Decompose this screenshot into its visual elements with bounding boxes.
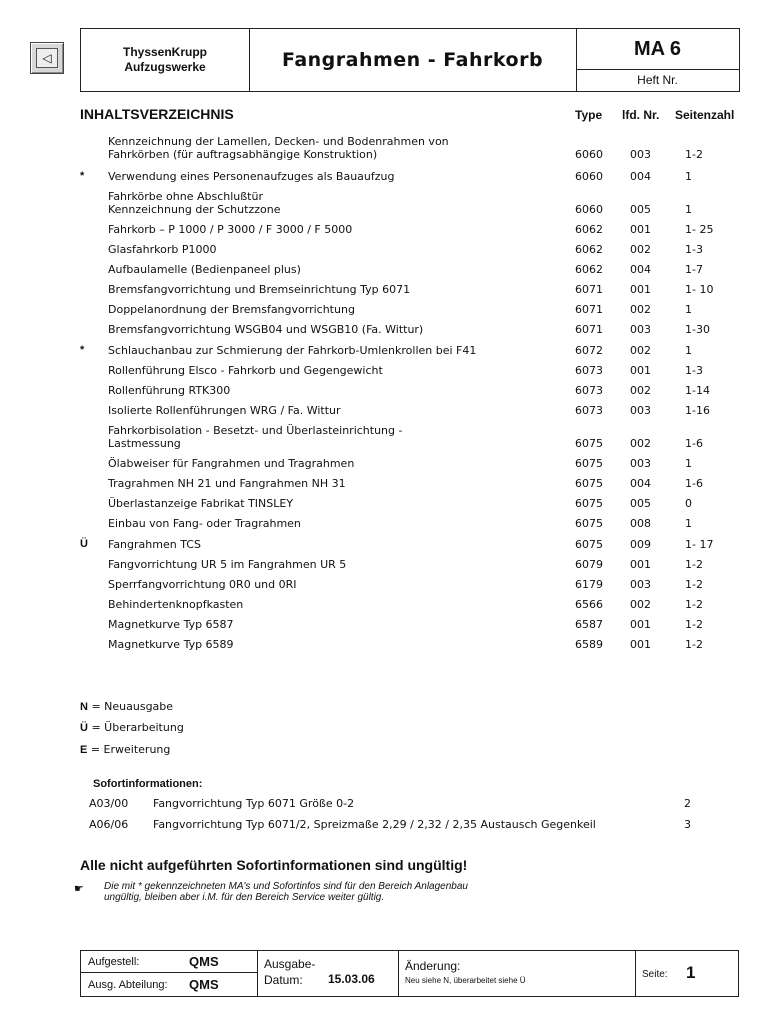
toc-pages: 1-3 bbox=[685, 243, 703, 256]
toc-lfd-nr: 002 bbox=[630, 437, 651, 450]
document-title: Fangrahmen - Fahrkorb bbox=[249, 29, 577, 91]
toc-row[interactable] bbox=[80, 243, 740, 256]
column-header-lfd: lfd. Nr. bbox=[622, 108, 660, 122]
toc-description: Rollenführung RTK300 bbox=[108, 384, 231, 397]
toc-type: 6062 bbox=[575, 263, 603, 276]
toc-pages: 1 bbox=[685, 303, 692, 316]
toc-row[interactable] bbox=[80, 170, 740, 183]
aenderung-label: Änderung: bbox=[405, 959, 461, 973]
toc-lfd-nr: 001 bbox=[630, 364, 651, 377]
datum-label: Datum: bbox=[264, 973, 303, 987]
toc-description: Überlastanzeige Fabrikat TINSLEY bbox=[108, 497, 294, 510]
toc-pages: 1 bbox=[685, 170, 692, 183]
toc-pages: 1-2 bbox=[685, 148, 703, 161]
company-name bbox=[81, 29, 250, 91]
datum-value: 15.03.06 bbox=[328, 972, 375, 986]
legend-erweiterung: E = Erweiterung bbox=[80, 743, 171, 756]
triangle-left-icon: ◁ bbox=[36, 48, 58, 68]
toc-type: 6075 bbox=[575, 457, 603, 470]
toc-type: 6079 bbox=[575, 558, 603, 571]
toc-row[interactable] bbox=[80, 477, 740, 490]
toc-heading: INHALTSVERZEICHNIS bbox=[80, 106, 234, 122]
toc-pages: 1-2 bbox=[685, 618, 703, 631]
toc-lfd-nr: 002 bbox=[630, 243, 651, 256]
toc-description: Fangrahmen TCS bbox=[108, 538, 201, 551]
toc-type: 6075 bbox=[575, 437, 603, 450]
toc-lfd-nr: 001 bbox=[630, 638, 651, 651]
toc-description: Fahrkorbisolation - Besetzt- und Überlasteinrichtung - Lastmessung bbox=[108, 424, 403, 450]
toc-description: Bremsfangvorrichtung WSGB04 und WSGB10 (Fa. Wittur) bbox=[108, 323, 424, 336]
toc-row[interactable] bbox=[80, 283, 740, 296]
sofortinfo-row[interactable] bbox=[80, 818, 740, 832]
toc-lfd-nr: 004 bbox=[630, 170, 651, 183]
toc-description: Einbau von Fang- oder Tragrahmen bbox=[108, 517, 301, 530]
toc-description: Sperrfangvorrichtung 0R0 und 0RI bbox=[108, 578, 297, 591]
toc-row[interactable] bbox=[80, 457, 740, 470]
toc-row[interactable] bbox=[80, 598, 740, 611]
toc-lfd-nr: 001 bbox=[630, 618, 651, 631]
toc-lfd-nr: 001 bbox=[630, 283, 651, 296]
toc-description: Tragrahmen NH 21 und Fangrahmen NH 31 bbox=[108, 477, 346, 490]
toc-type: 6071 bbox=[575, 323, 603, 336]
toc-row[interactable] bbox=[80, 344, 740, 357]
toc-type: 6073 bbox=[575, 364, 603, 377]
legend-ueberarbeitung: Ü = Überarbeitung bbox=[80, 721, 184, 734]
toc-pages: 0 bbox=[685, 497, 692, 510]
toc-row[interactable] bbox=[80, 263, 740, 276]
toc-lfd-nr: 003 bbox=[630, 578, 651, 591]
toc-lfd-nr: 004 bbox=[630, 477, 651, 490]
toc-lfd-nr: 008 bbox=[630, 517, 651, 530]
toc-description: Fahrkorb – P 1000 / P 3000 / F 3000 / F 5000 bbox=[108, 223, 353, 236]
heft-label: Heft Nr. bbox=[637, 73, 678, 87]
toc-type: 6566 bbox=[575, 598, 603, 611]
toc-type: 6071 bbox=[575, 283, 603, 296]
toc-description: Magnetkurve Typ 6589 bbox=[108, 638, 234, 651]
toc-lfd-nr: 001 bbox=[630, 558, 651, 571]
toc-pages: 1-2 bbox=[685, 578, 703, 591]
toc-row[interactable] bbox=[80, 517, 740, 530]
company-line-2: Aufzugswerke bbox=[124, 60, 206, 74]
toc-row[interactable] bbox=[80, 638, 740, 651]
toc-mark: * bbox=[80, 170, 85, 182]
footer-abteilung bbox=[81, 973, 258, 996]
toc-type: 6073 bbox=[575, 384, 603, 397]
toc-description: Kennzeichnung der Lamellen, Decken- und Bodenrahmen von Fahrkörben (für auftragsabhängige Konstruktion) bbox=[108, 135, 449, 161]
toc-description: Rollenführung Elsco - Fahrkorb und Gegengewicht bbox=[108, 364, 383, 377]
service-note: Die mit * gekennzeichneten MA's und Sofortinfos sind für den Bereich Anlagenbau ungültig, bleiben aber i.M. für den Bereich Service weiter gültig. bbox=[104, 881, 468, 903]
toc-lfd-nr: 002 bbox=[630, 344, 651, 357]
toc-row[interactable] bbox=[80, 135, 740, 161]
toc-description: Magnetkurve Typ 6587 bbox=[108, 618, 234, 631]
aufgestellt-label: Aufgestell: bbox=[88, 956, 140, 968]
toc-type: 6072 bbox=[575, 344, 603, 357]
toc-type: 6073 bbox=[575, 404, 603, 417]
toc-lfd-nr: 005 bbox=[630, 203, 651, 216]
toc-lfd-nr: 004 bbox=[630, 263, 651, 276]
toc-type: 6071 bbox=[575, 303, 603, 316]
toc-description: Fangvorrichtung UR 5 im Fangrahmen UR 5 bbox=[108, 558, 347, 571]
column-header-type: Type bbox=[575, 108, 603, 122]
toc-description: Isolierte Rollenführungen WRG / Fa. Wittur bbox=[108, 404, 341, 417]
toc-lfd-nr: 003 bbox=[630, 404, 651, 417]
toc-pages: 1 bbox=[685, 344, 692, 357]
toc-pages: 1-3 bbox=[685, 364, 703, 377]
footer-ausgabe bbox=[258, 951, 399, 996]
toc-pages: 1-7 bbox=[685, 263, 703, 276]
company-line-1: ThyssenKrupp bbox=[122, 45, 207, 59]
toc-type: 6060 bbox=[575, 203, 603, 216]
toc-lfd-nr: 002 bbox=[630, 384, 651, 397]
toc-pages: 1 bbox=[685, 457, 692, 470]
seite-value: 1 bbox=[686, 963, 696, 982]
toc-type: 6062 bbox=[575, 223, 603, 236]
toc-description: Fahrkörbe ohne Abschlußtür Kennzeichnung der Schutzzone bbox=[108, 190, 281, 216]
toc-row[interactable] bbox=[80, 497, 740, 510]
toc-pages: 1- 25 bbox=[685, 223, 714, 236]
toc-lfd-nr: 002 bbox=[630, 598, 651, 611]
sofortinfo-text: Fangvorrichtung Typ 6071 Größe 0-2 bbox=[153, 797, 355, 810]
toc-row[interactable] bbox=[80, 223, 740, 236]
toc-description: Behindertenknopfkasten bbox=[108, 598, 244, 611]
toc-pages: 1-6 bbox=[685, 437, 703, 450]
sofortinfo-pages: 3 bbox=[684, 818, 691, 831]
toc-row[interactable] bbox=[80, 424, 740, 450]
sofortinfo-text: Fangvorrichtung Typ 6071/2, Spreizmaße 2,29 / 2,32 / 2,35 Austausch Gegenkeil bbox=[153, 818, 596, 831]
legend-neuausgabe: N = Neuausgabe bbox=[80, 700, 174, 713]
document-footer bbox=[80, 950, 739, 997]
toc-lfd-nr: 003 bbox=[630, 323, 651, 336]
toc-lfd-nr: 005 bbox=[630, 497, 651, 510]
sofortinfo-code: A06/06 bbox=[89, 818, 129, 831]
back-button[interactable] bbox=[30, 42, 64, 74]
toc-mark: Ü bbox=[80, 538, 88, 550]
abteilung-value: QMS bbox=[189, 977, 219, 992]
toc-lfd-nr: 002 bbox=[630, 303, 651, 316]
toc-pages: 1- 17 bbox=[685, 538, 714, 551]
column-header-pages: Seitenzahl bbox=[675, 108, 735, 122]
ma-number: MA 6 bbox=[576, 29, 739, 70]
toc-mark: * bbox=[80, 344, 85, 356]
sofortinfo-code: A03/00 bbox=[89, 797, 129, 810]
toc-row[interactable] bbox=[80, 364, 740, 377]
toc-lfd-nr: 001 bbox=[630, 223, 651, 236]
toc-description: Aufbaulamelle (Bedienpaneel plus) bbox=[108, 263, 301, 276]
seite-label: Seite: bbox=[642, 969, 668, 980]
toc-pages: 1-2 bbox=[685, 638, 703, 651]
toc-pages: 1 bbox=[685, 203, 692, 216]
toc-row[interactable] bbox=[80, 404, 740, 417]
toc-row[interactable] bbox=[80, 384, 740, 397]
toc-pages: 1-30 bbox=[685, 323, 710, 336]
abteilung-label: Ausg. Abteilung: bbox=[88, 979, 168, 991]
toc-row[interactable] bbox=[80, 618, 740, 631]
toc-description: Schlauchanbau zur Schmierung der Fahrkorb-Umlenkrollen bei F41 bbox=[108, 344, 477, 357]
toc-pages: 1-2 bbox=[685, 558, 703, 571]
toc-type: 6060 bbox=[575, 170, 603, 183]
toc-row[interactable] bbox=[80, 190, 740, 216]
toc-lfd-nr: 009 bbox=[630, 538, 651, 551]
toc-description: Glasfahrkorb P1000 bbox=[108, 243, 217, 256]
toc-pages: 1-2 bbox=[685, 598, 703, 611]
toc-row[interactable] bbox=[80, 323, 740, 336]
sofortinfo-row[interactable] bbox=[80, 797, 740, 811]
aufgestellt-value: QMS bbox=[189, 954, 219, 969]
toc-type: 6075 bbox=[575, 497, 603, 510]
ausgabe-label: Ausgabe- bbox=[264, 957, 316, 971]
toc-lfd-nr: 003 bbox=[630, 148, 651, 161]
footer-aufgestellt bbox=[81, 951, 258, 973]
sofortinfo-heading: Sofortinformationen: bbox=[93, 778, 203, 790]
toc-type: 6062 bbox=[575, 243, 603, 256]
toc-pages: 1-16 bbox=[685, 404, 710, 417]
toc-description: Ölabweiser für Fangrahmen und Tragrahmen bbox=[108, 457, 355, 470]
footer-aenderung bbox=[399, 951, 636, 996]
toc-row[interactable] bbox=[80, 558, 740, 571]
toc-row[interactable] bbox=[80, 538, 740, 551]
toc-type: 6075 bbox=[575, 517, 603, 530]
toc-pages: 1- 10 bbox=[685, 283, 714, 296]
toc-row[interactable] bbox=[80, 578, 740, 591]
toc-description: Doppelanordnung der Bremsfangvorrichtung bbox=[108, 303, 355, 316]
toc-pages: 1-6 bbox=[685, 477, 703, 490]
toc-row[interactable] bbox=[80, 303, 740, 316]
toc-description: Verwendung eines Personenaufzuges als Bauaufzug bbox=[108, 170, 395, 183]
aenderung-text: Neu siehe N, überarbeitet siehe Ü bbox=[405, 976, 526, 985]
toc-type: 6589 bbox=[575, 638, 603, 651]
toc-description: Bremsfangvorrichtung und Bremseinrichtung Typ 6071 bbox=[108, 283, 411, 296]
toc-type: 6075 bbox=[575, 538, 603, 551]
toc-type: 6075 bbox=[575, 477, 603, 490]
toc-type: 6060 bbox=[575, 148, 603, 161]
toc-pages: 1 bbox=[685, 517, 692, 530]
toc-type: 6587 bbox=[575, 618, 603, 631]
sofortinfo-pages: 2 bbox=[684, 797, 691, 810]
validity-warning: Alle nicht aufgeführten Sofortinformationen sind ungültig! bbox=[80, 857, 468, 873]
toc-pages: 1-14 bbox=[685, 384, 710, 397]
toc-lfd-nr: 003 bbox=[630, 457, 651, 470]
toc-type: 6179 bbox=[575, 578, 603, 591]
document-header bbox=[80, 28, 740, 92]
pointing-hand-icon: ☛ bbox=[74, 882, 84, 895]
footer-seite bbox=[636, 951, 738, 996]
